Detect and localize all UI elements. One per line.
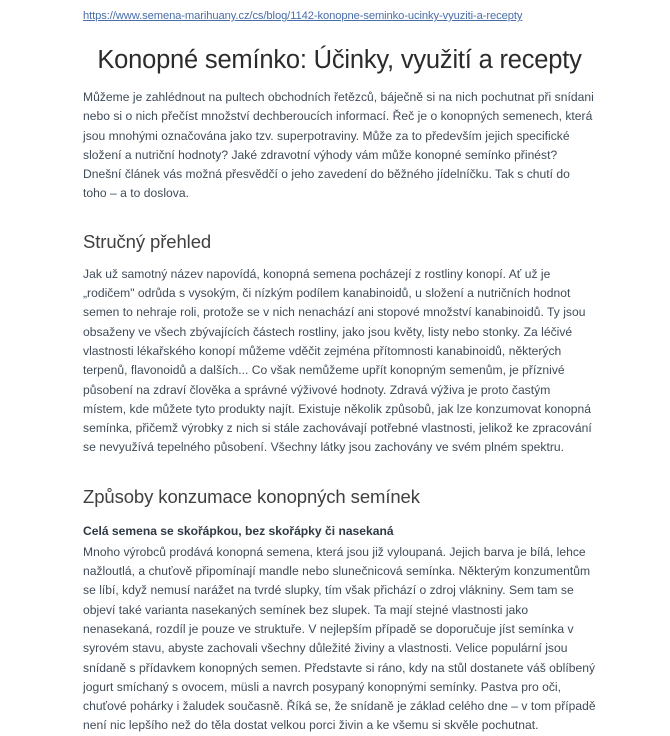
page-title: Konopné semínko: Účinky, využití a recepty [97, 46, 582, 74]
intro-paragraph: Můžeme je zahlédnout na pultech obchodních řetězců, báječně si na nich pochutnat při snídani nebo si o nich přečíst množství dechberoucích informací. Řeč je o konopných semenech, která jsou mnohými označována jako tzv. superpotraviny. Může za to především jejich specifické složení a nutriční hodnoty? Jaké zdravotní výhody vám může konopné semínko přinést? Dnešní článek vás možná přesvědčí o jeho zavedení do běžného jídelníčku. Tak s chutí do toho – a to doslova. [83, 90, 594, 201]
source-url-link[interactable]: https://www.semena-marihuany.cz/cs/blog/1142-konopne-seminko-ucinky-vyuziti-a-recepty [83, 10, 523, 22]
section-heading-consumption: Způsoby konzumace konopných semínek [83, 485, 420, 507]
document-content [83, 0, 596, 736]
section-paragraph-overview: Jak už samotný název napovídá, konopná semena pocházejí z rostliny konopí. Ať už je „rodičem" odrůda s vysokým, či nízkým podílem kanabinoidů, u složení a nutričních hodnot semen to nehraje roli, protože se v nich nenachází ani stopové množství kanabinoidů. Ty jsou obsaženy ve všech zbývajících částech rostliny, jako jsou květy, listy nebo stonky. Za léčivé vlastnosti lékařského konopí můžeme vděčit zejména přítomnosti kanabinoidů, některých terpenů, flavonoidů a dalších... Co však nemůžeme upřít konopným semenům, je příznivé působení na zdraví člověka a správné výživové hodnoty. Zdravá výživa je proto častým místem, kde můžete tyto produkty najít. Existuje několik způsobů, jak lze konzumovat konopná semínka, přičemž výrobky z nich si stále zachovávají potřebné vlastnosti, jelikož ke zpracování se nevyužívá tepelného působení. Všechny látky jsou zachovány ve svém plném spektru. [83, 266, 592, 455]
source-url-line [83, 0, 596, 24]
subsection-heading-whole-seeds: Celá semena se skořápkou, bez skořápky či nasekaná [83, 523, 394, 538]
section-paragraph-consumption: Mnoho výrobců prodává konopná semena, která jsou již vyloupaná. Jejich barva je bílá, lehce nažloutlá, a chuťově připomínají mandle nebo slunečnicová semínka. Některým konzumentům se líbí, když nemusí narážet na tvrdé slupky, tím však přichází o zdroj vlákniny. Sem tam se objeví také varianta nasekaných semínek bez slupek. Ta mají stejné vlastnosti jako nenasekaná, rozdíl je pouze ve struktuře. V nejlepším případě se doporučuje jíst semínka v syrovém stavu, abyste zachovali všechny důležité živiny a vlastnosti. Velice populární jsou snídaně s přídavkem konopných semen. Představte si ráno, kdy na stůl dostanete váš oblíbený jogurt smíchaný s ovocem, müsli a navrch posypaný konopnými semínky. Pastva pro oči, chuťové pohárky i žaludek současně. Říká se, že snídaně je základ celého dne – v tom případě není nic lepšího než do těla dostat velkou porci živin a ke všemu si skvěle pochutnat. [83, 544, 596, 733]
section-heading-overview: Stručný přehled [83, 230, 212, 252]
